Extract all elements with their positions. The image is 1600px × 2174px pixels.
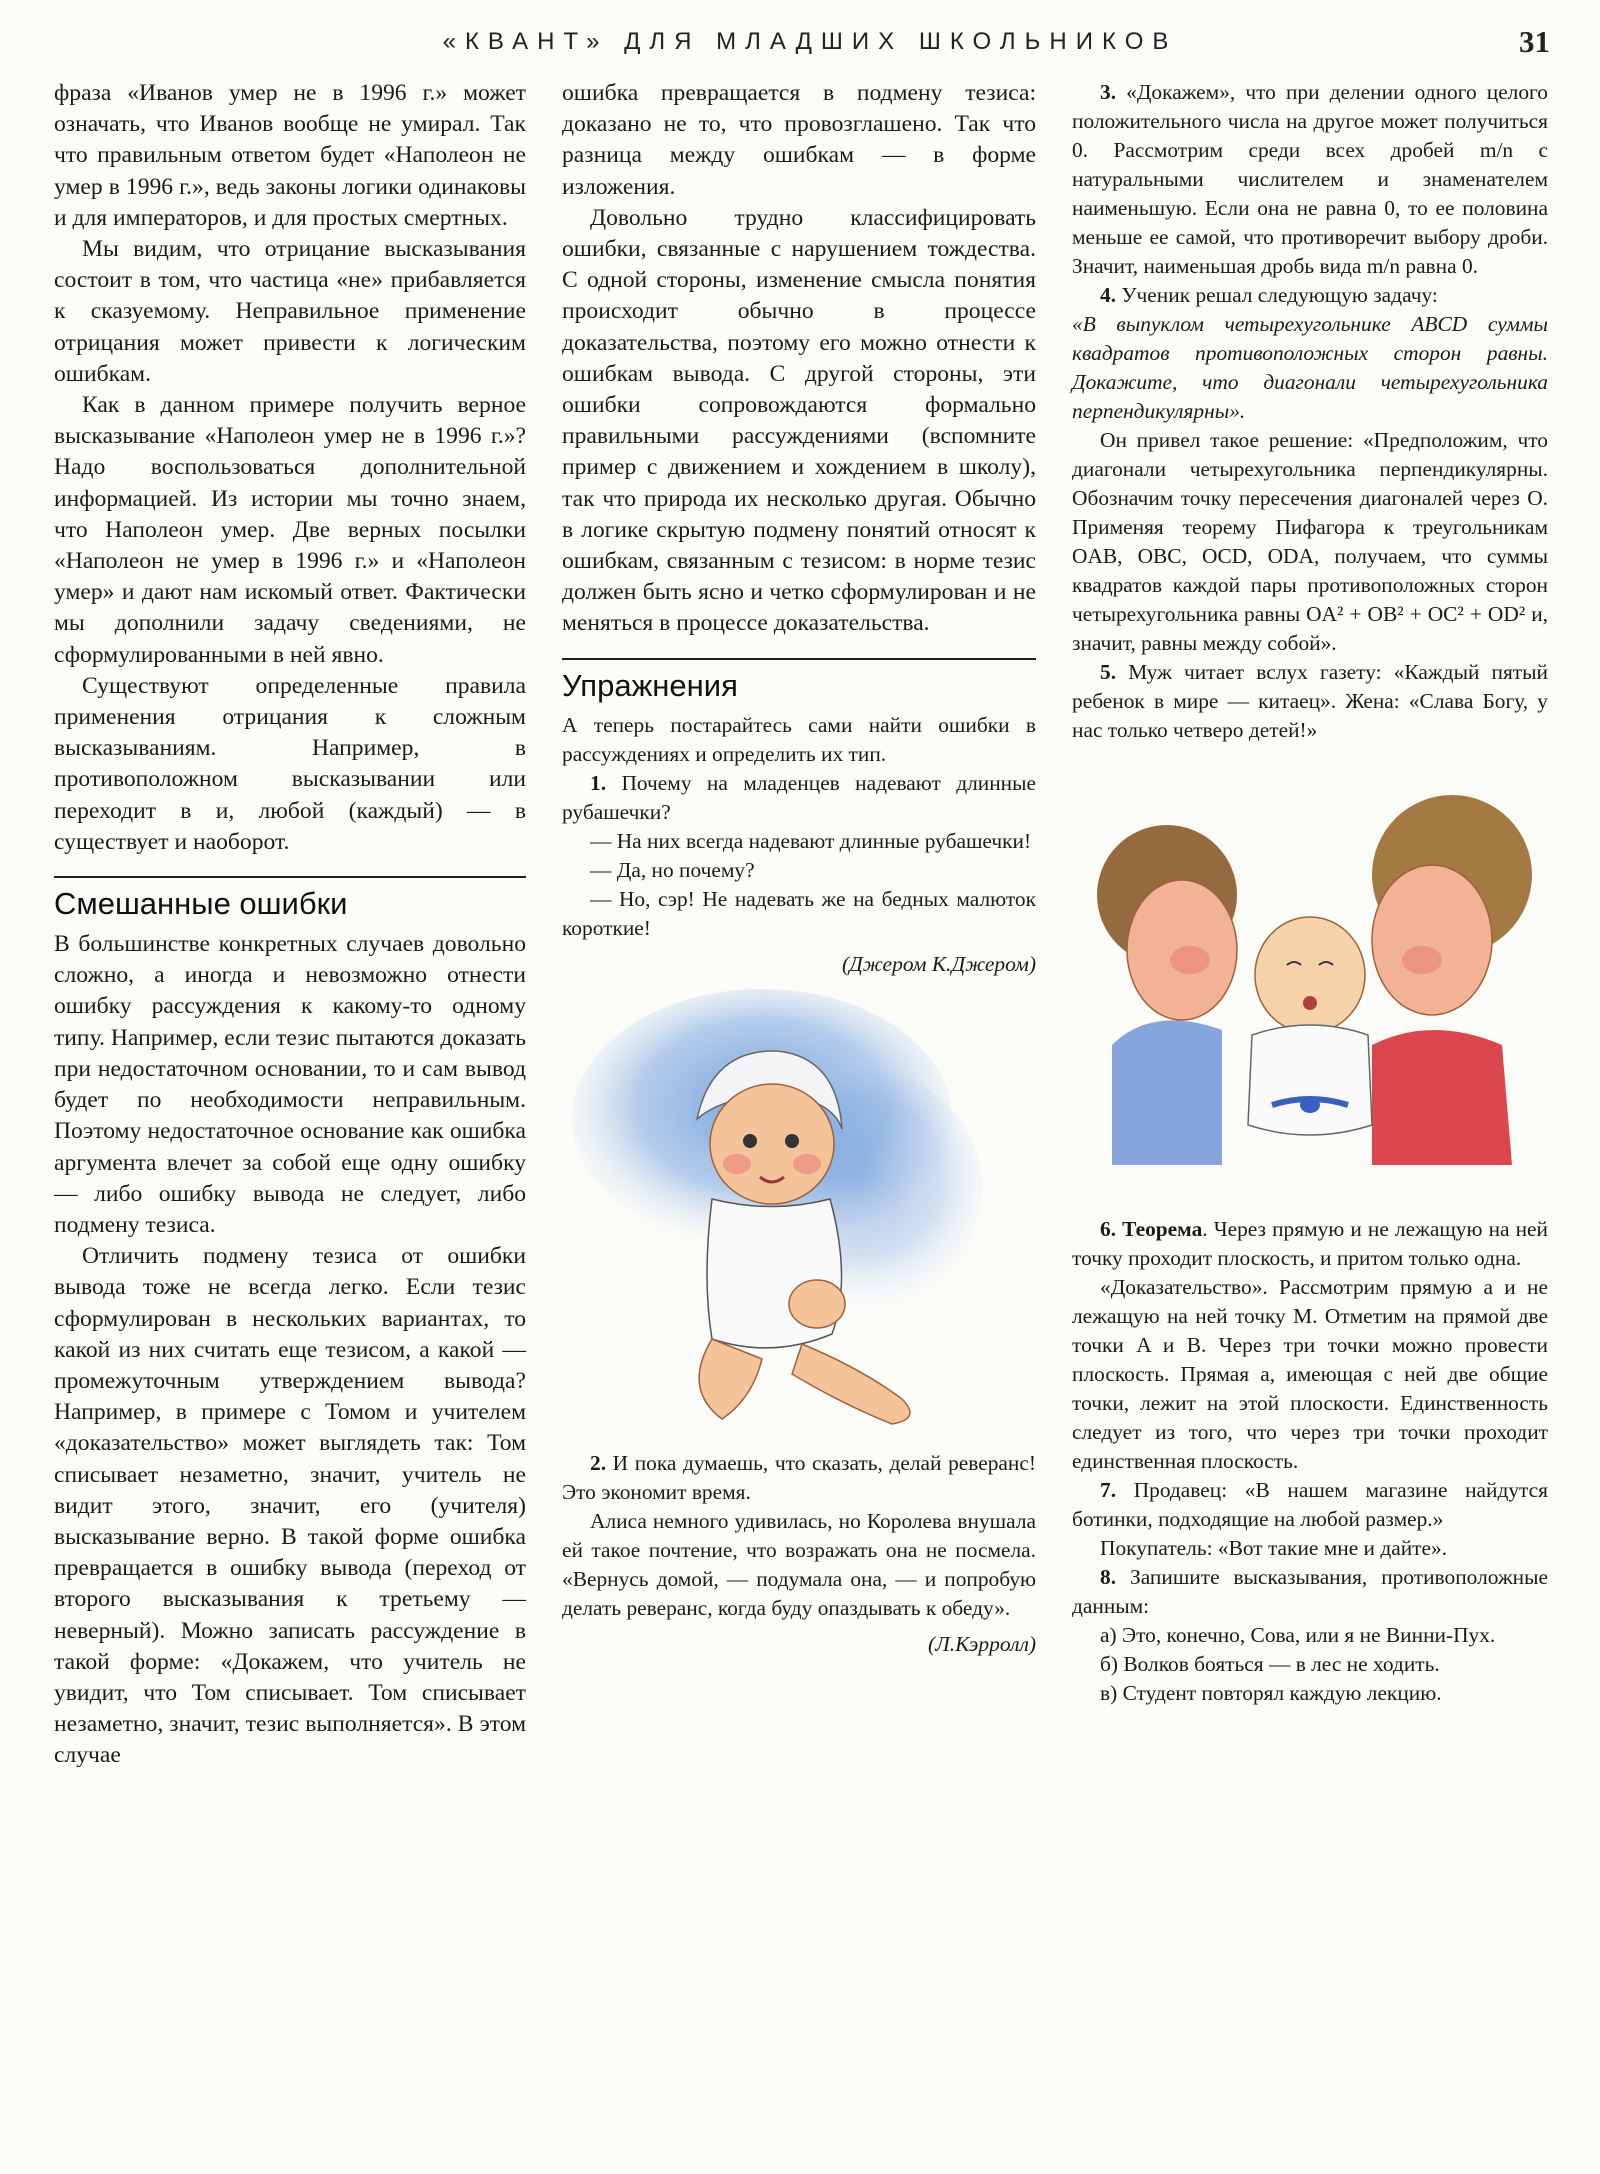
paragraph: Алиса немного удивилась, но Королева внушала ей такое почтение, что возражать она не посмела. «Вернусь домой, — подумала она, — и попробую делать реверанс, когда буду опаздывать к обеду». <box>562 1508 1036 1620</box>
exercise-number: 1. <box>590 770 607 795</box>
exercise-6: 6. Теорема. Через прямую и не лежащую на ней точку проходит плоскость, и притом только одна. <box>1072 1217 1548 1270</box>
exercise-number: 2. <box>590 1450 607 1475</box>
exercise-4-solution: Он привел такое решение: «Предположим, что диагонали четырехугольника перпендикулярны. Обозначим точку пересечения диагоналей через O. Применяя теорему Пифагора к треугольникам OAB, OBC, OCD, ODA, получаем, что суммы квадратов каждой пары противоположных сторон четырехугольника равны OA² + OB² + OC² + OD² и, значит, равны между собой». <box>1072 428 1548 655</box>
journal-section-title: «КВАНТ» ДЛЯ МЛАДШИХ ШКОЛЬНИКОВ <box>442 28 1178 55</box>
theorem-label: Теорема <box>1122 1217 1203 1241</box>
exercise-8-item-c: в) Студент повторял каждую лекцию. <box>1100 1681 1442 1705</box>
paragraph: Существуют определенные правила применения отрицания к сложным высказываниям. Например, в противоположном высказывании или переходит в и, любой (каждый) — в существует и наоборот. <box>54 672 526 855</box>
exercise-number: 7. <box>1100 1478 1117 1502</box>
section-heading-mixed-errors: Смешанные ошибки <box>54 876 526 921</box>
exercise-number: 4. <box>1100 283 1117 307</box>
column-1 <box>54 78 526 1772</box>
exercise-7: 7. Продавец: «В нашем магазине найдутся ботинки, подходящие на любой размер.» <box>1072 1478 1548 1531</box>
paragraph: ошибка превращается в подмену тезиса: доказано не то, что провозглашено. Так что разница между ошибкам — в форме изложения. <box>562 80 1036 200</box>
exercise-number: 6. <box>1100 1217 1117 1241</box>
exercise-8-item-a: а) Это, конечно, Сова, или я не Винни-Пух. <box>1100 1623 1496 1647</box>
quote-author: (Л.Кэрролл) <box>928 1631 1036 1656</box>
exercises-intro: А теперь постарайтесь сами найти ошибки в рассуждениях и определить их тип. <box>562 712 1036 766</box>
paragraph: В большинстве конкретных случаев довольно сложно, а иногда и невозможно отнести ошибку рассуждения к какому-то одному типу. Например, если тезис пытаются доказать при недостаточном основании, то и сам вывод будет по необходимости неправильным. Поэтому недостаточное основание как ошибка аргумента влечет за собой еще одну ошибку — либо ошибку вывода не следует, либо подмену тезиса. <box>54 931 526 1238</box>
dialog-line: — На них всегда надевают длинные рубашечки! <box>590 828 1032 853</box>
exercise-4: 4. Ученик решал следующую задачу: <box>1100 283 1438 307</box>
paragraph: фраза «Иванов умер не в 1996 г.» может означать, что Иванов вообще не умирал. Так что правильным ответом будет «Наполеон не умер в 1996 г.», ведь законы логики одинаковы и для императоров, и для простых смертных. <box>54 80 526 231</box>
paragraph: Довольно трудно классифицировать ошибки, связанные с нарушением тождества. С одной стороны, изменение смысла понятия происходит обычно в процессе доказательства, поэтому его можно отнести к ошибкам вывода. С другой стороны, эти ошибки сопровождаются формально правильными рассуждениями (вспомните пример с движением и хождением в школу), так что природа их несколько другая. Обычно в логике скрытую подмену понятий относят к ошибкам, связанным с тезисом: в норме тезис должен быть ясно и четко сформулирован и не меняться в процессе доказательства. <box>562 204 1036 637</box>
exercise-7-buyer: Покупатель: «Вот такие мне и дайте». <box>1100 1536 1448 1560</box>
exercise-1: 1. Почему на младенцев надевают длинные рубашечки? <box>562 770 1036 824</box>
page-number: 31 <box>1519 24 1550 59</box>
parents-and-baby-illustration <box>1072 745 1548 1215</box>
exercise-6-proof: «Доказательство». Рассмотрим прямую a и не лежащую на ней точку M. Отметим на прямой две точки A и B. Через три точки можно провести плоскость. Прямая a, имеющая с ней две общие точки, лежит на этой плоскости. Единственность следует из того, что через три точки проходит единственная плоскость. <box>1072 1275 1548 1473</box>
exercise-2: 2. И пока думаешь, что сказать, делай реверанс! Это экономит время. <box>562 1450 1036 1504</box>
exercise-3: 3. «Докажем», что при делении одного целого положительного числа на другое может получиться 0. Рассмотрим среди всех дробей m/n с натуральными числителем и знаменателем наименьшую. Если она не равна 0, то ее половина меньше ее самой, что противоречит выбору дроби. Значит, наименьшая дробь вида m/n равна 0. <box>1072 80 1548 278</box>
exercise-8: 8. Запишите высказывания, противоположные данным: <box>1072 1565 1548 1618</box>
quote-author: (Джером К.Джером) <box>841 951 1036 976</box>
page-header <box>0 18 1600 68</box>
paragraph: Мы видим, что отрицание высказывания состоит в том, что частица «не» прибавляется к сказуемому. Неправильное применение отрицания может привести к логическим ошибкам. <box>54 236 526 387</box>
section-heading-exercises: Упражнения <box>562 658 1036 703</box>
exercise-number: 5. <box>1100 660 1117 684</box>
paragraph: Отличить подмену тезиса от ошибки вывода тоже не всегда легко. Если тезис сформулирован в нескольких вариантах, то какой из них считать еще тезисом, а какой — промежуточным утверждением вывода? Например, в примере с Томом и учителем «доказательство» может выглядеть так: Том списывает незаметно, значит, учитель не видит этого, значит, его (учителя) высказывание верно. В такой форме ошибка превращается в ошибку вывода (переход от второго высказывания к третьему — неверный). Можно записать рассуждение в такой форме: «Докажем, что учитель не увидит, что Том списывает. Том списывает незаметно, значит, тезис выполняется». В этом случае <box>54 1243 526 1769</box>
dialog-line: — Но, сэр! Не надевать же на бедных малюток короткие! <box>562 886 1036 940</box>
exercise-5: 5. Муж читает вслух газету: «Каждый пятый ребенок в мире — китаец». Жена: «Слава Богу, у нас только четверо детей!» <box>1072 660 1548 742</box>
column-2 <box>562 78 1036 1659</box>
exercise-number: 3. <box>1100 80 1117 104</box>
column-3 <box>1072 78 1548 1708</box>
dialog-line: — Да, но почему? <box>590 857 755 882</box>
baby-in-bonnet-illustration <box>562 979 1036 1449</box>
exercise-4-task: «В выпуклом четырехугольнике ABCD суммы квадратов противоположных сторон равны. Докажите, что диагонали четырехугольника перпендикулярны». <box>1072 312 1548 423</box>
exercise-8-item-b: б) Волков бояться — в лес не ходить. <box>1100 1652 1440 1676</box>
paragraph: Как в данном примере получить верное высказывание «Наполеон умер не в 1996 г.»? Надо воспользоваться дополнительной информацией. Из истории мы точно знаем, что Наполеон умер. Две верных посылки «Наполеон не умер в 1996 г.» и «Наполеон умер» и дают нам искомый ответ. Фактически мы дополнили задачу сведениями, не сформулированными в ней явно. <box>54 392 526 668</box>
exercise-number: 8. <box>1100 1565 1117 1589</box>
